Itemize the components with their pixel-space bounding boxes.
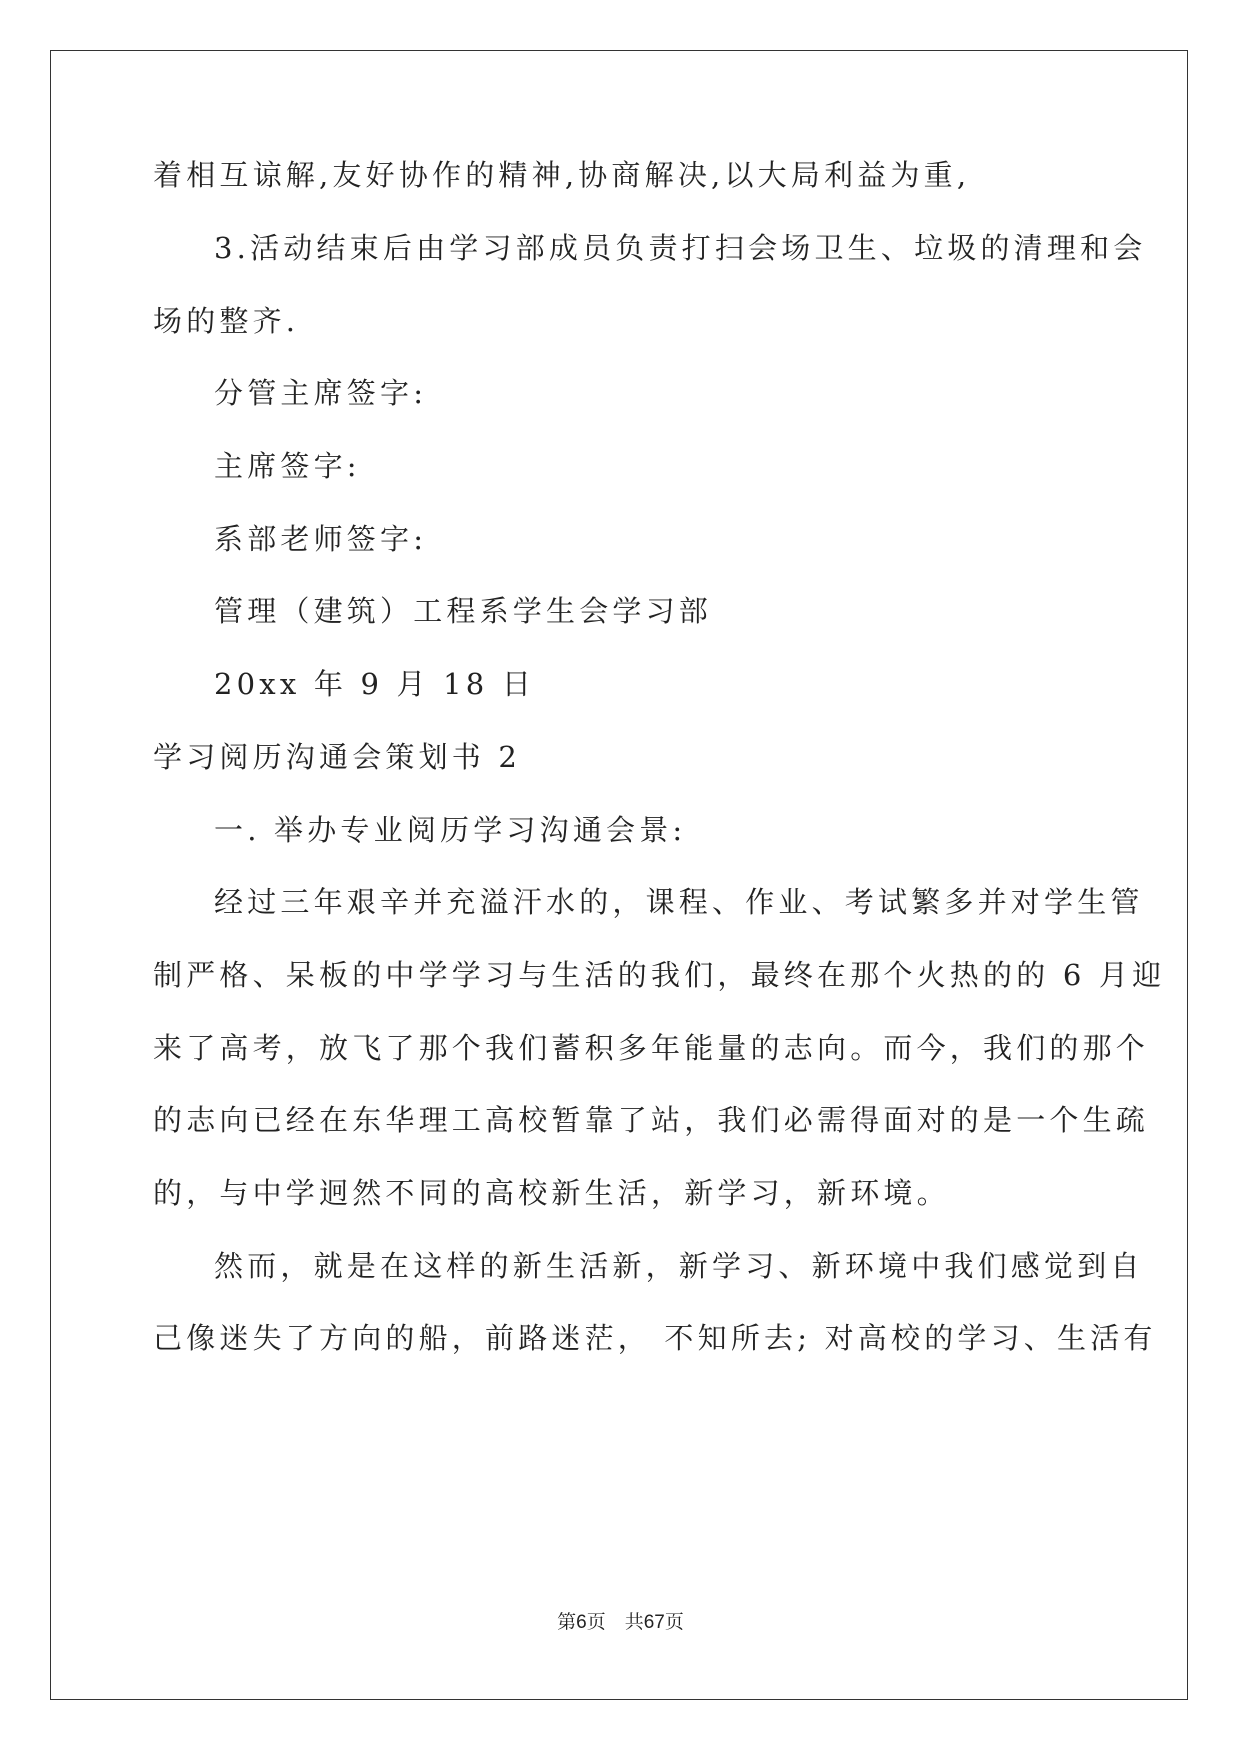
text-line-17: 己像迷失了方向的船，前路迷茫， 不知所去; 对高校的学习、生活有 [153,1321,1157,1355]
text-line-16: 然而，就是在这样的新生活新，新学习、新环境中我们感觉到自 [214,1249,1144,1283]
signature-vice-chair: 分管主席签字: [214,376,428,410]
signature-teacher: 系部老师签字: [214,522,428,556]
signature-chair: 主席签字: [214,449,361,483]
text-line-1: 着相互谅解,友好协作的精神,协商解决,以大局利益为重, [153,158,971,192]
section-title: 学习阅历沟通会策划书 2 [153,740,522,774]
text-line-2: 3.活动结束后由学习部成员负责打扫会场卫生、垃圾的清理和会 [214,231,1147,265]
text-line-11: 经过三年艰辛并充溢汗水的，课程、作业、考试繁多并对学生管 [214,885,1144,919]
text-line-13: 来了高考，放飞了那个我们蓄积多年能量的志向。而今，我们的那个 [153,1031,1150,1065]
text-line-15: 的，与中学迥然不同的高校新生活，新学习，新环境。 [153,1176,950,1210]
footer-prefix: 第 [557,1611,577,1633]
page-footer [0,1610,1241,1635]
footer-suffix: 页 [664,1611,684,1633]
department-name: 管理（建筑）工程系学生会学习部 [214,594,713,628]
page-frame [50,50,1188,1700]
text-line-14: 的志向已经在东华理工高校暂靠了站，我们必需得面对的是一个生疏 [153,1103,1150,1137]
document-date: 20xx 年 9 月 18 日 [214,667,536,701]
text-line-3: 场的整齐. [153,304,300,338]
text-line-12: 制严格、呆板的中学学习与生活的我们，最终在那个火热的的 6 月迎 [153,958,1166,992]
footer-total-pages: 67 [643,1612,665,1633]
section-heading-1: 一. 举办专业阅历学习沟通会景: [214,813,687,847]
footer-middle: 页 共 [586,1611,644,1633]
footer-current-page: 6 [576,1612,587,1633]
